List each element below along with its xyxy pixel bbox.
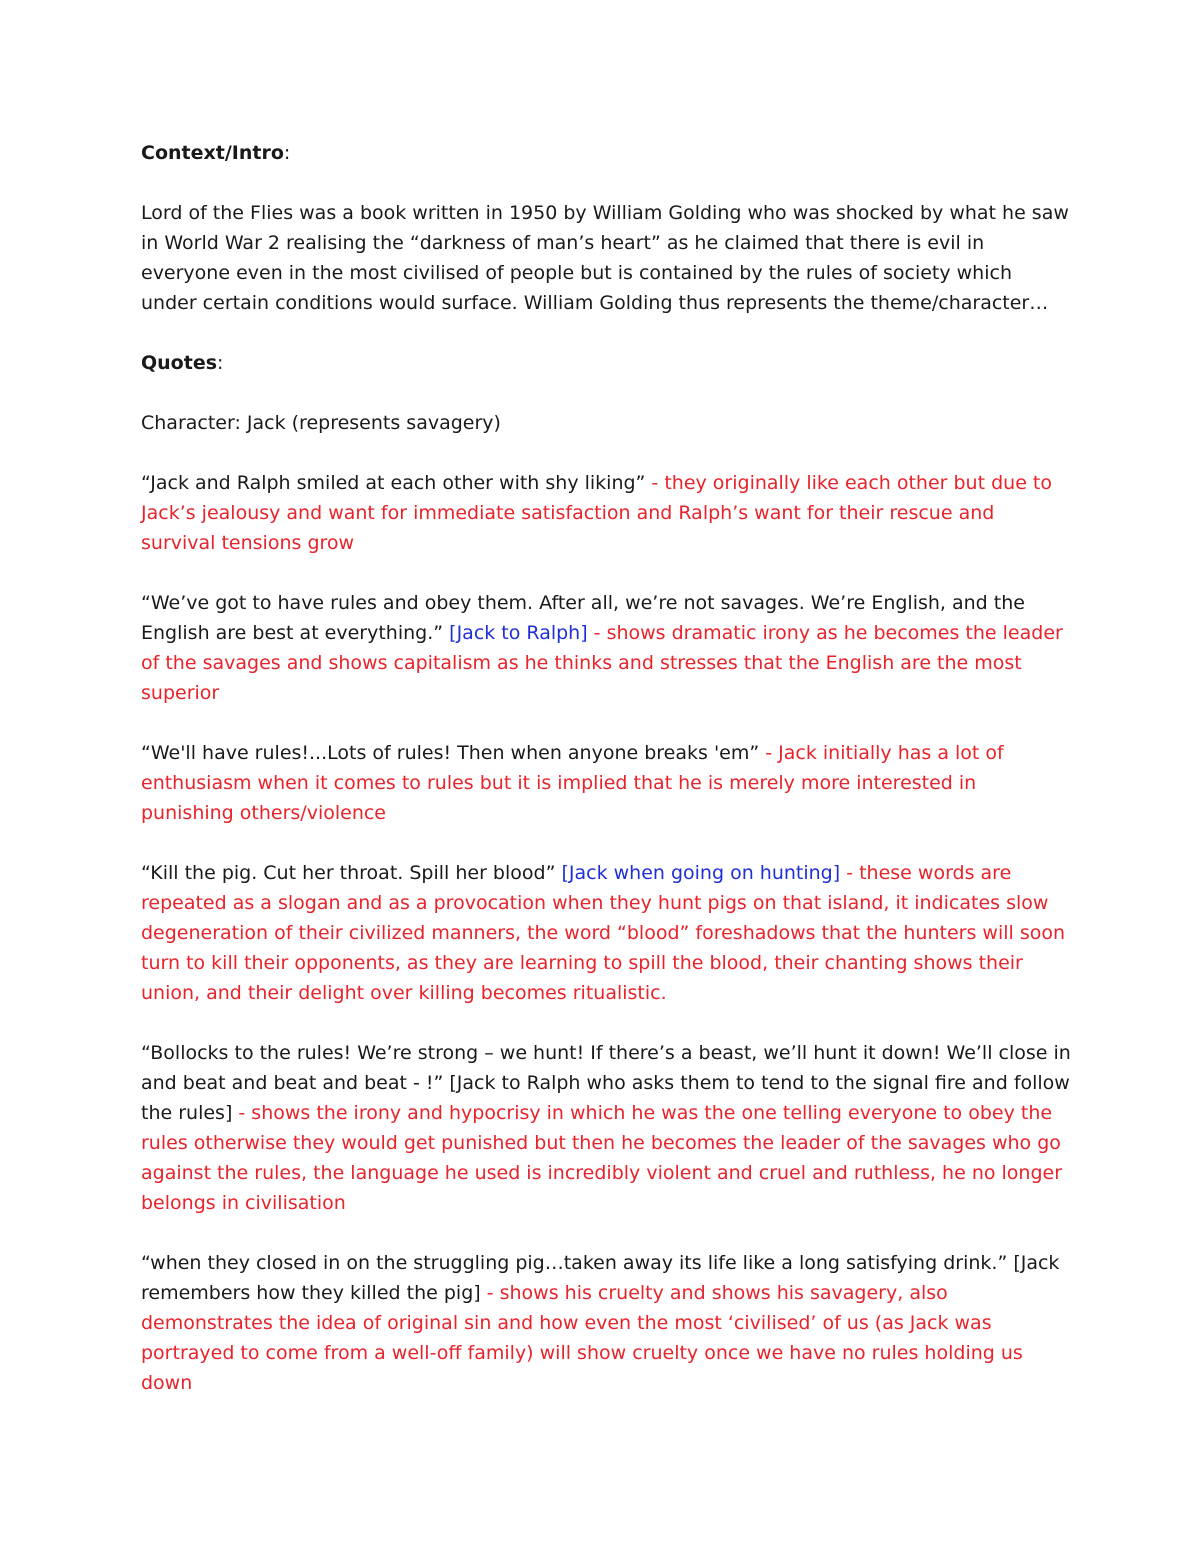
quote-paragraph-2 [141,588,1071,708]
context-heading-line [141,138,1071,168]
quote-analysis: - these words are repeated as a slogan and as a provocation when they hunt pigs on that island, it indicates slow degeneration of their civilized manners, the word “blood” foreshadows that the hunters will soon turn to kill their opponents, as they are learning to spill the blood, their chanting shows their union, and their delight over killing becomes ritualistic. [141,862,1066,1004]
quote-analysis: - shows his cruelty and shows his savagery, also demonstrates the idea of original sin and how even the most ‘civilised’ of us (as Jack was portrayed to come from a well-off family) will show cruelty once we have no rules holding us down [141,1282,1023,1394]
quote-analysis: - they originally like each other but due to Jack’s jealousy and want for immediate satisfaction and Ralph’s want for their rescue and survival tensions grow [141,472,1052,554]
quotes-heading: Quotes [141,352,218,374]
quote-analysis: - shows dramatic irony as he becomes the leader of the savages and shows capitalism as he thinks and stresses that the English are the most superior [141,622,1063,704]
character-line: Character: Jack (represents savagery) [141,412,501,434]
quote-paragraph-6 [141,1248,1071,1398]
quotes-heading-line [141,348,1071,378]
quotes-heading-colon: : [217,352,224,374]
quote-text: “We’ve got to have rules and obey them. After all, we’re not savages. We’re English, and the English are best at everything.” [141,592,1025,644]
quote-context: [Jack to Ralph] [449,622,588,644]
context-paragraph: Lord of the Flies was a book written in 1950 by William Golding who was shocked by what he saw in World War 2 realising the “darkness of man’s heart” as he claimed that there is evil in everyone even in the most civilised of people but is contained by the rules of society which under certain conditions would surface. William Golding thus represents the theme/character… [141,202,1069,314]
quote-text: “Bollocks to the rules! We’re strong – we hunt! If there’s a beast, we’ll hunt it down! We’ll close in and beat and beat and beat - !” [Jack to Ralph who asks them to tend to the signal fire and follow the rules] [141,1042,1071,1124]
quote-analysis: - shows the irony and hypocrisy in which he was the one telling everyone to obey the rules otherwise they would get punished but then he becomes the leader of the savages who go against the rules, the language he used is incredibly violent and cruel and ruthless, he no longer belongs in civilisation [141,1102,1063,1214]
quote-context: [Jack when going on hunting] [561,862,841,884]
document-page [141,138,1071,1428]
quote-paragraph-1 [141,468,1071,558]
quote-text: “We'll have rules!...Lots of rules! Then when anyone breaks 'em” [141,742,760,764]
context-heading: Context/Intro [141,142,284,164]
quote-paragraph-4 [141,858,1071,1008]
quote-paragraph-3 [141,738,1071,828]
context-heading-colon: : [283,142,291,164]
quote-text: “Jack and Ralph smiled at each other with shy liking” [141,472,646,494]
quote-paragraph-5 [141,1038,1071,1218]
quote-text: “when they closed in on the struggling pig…taken away its life like a long satisfying drink.” [Jack remembers how they killed the pig] [141,1252,1060,1304]
quote-analysis: - Jack initially has a lot of enthusiasm when it comes to rules but it is implied that he is merely more interested in punishing others/violence [141,742,1004,824]
quote-text: “Kill the pig. Cut her throat. Spill her blood” [141,862,562,884]
